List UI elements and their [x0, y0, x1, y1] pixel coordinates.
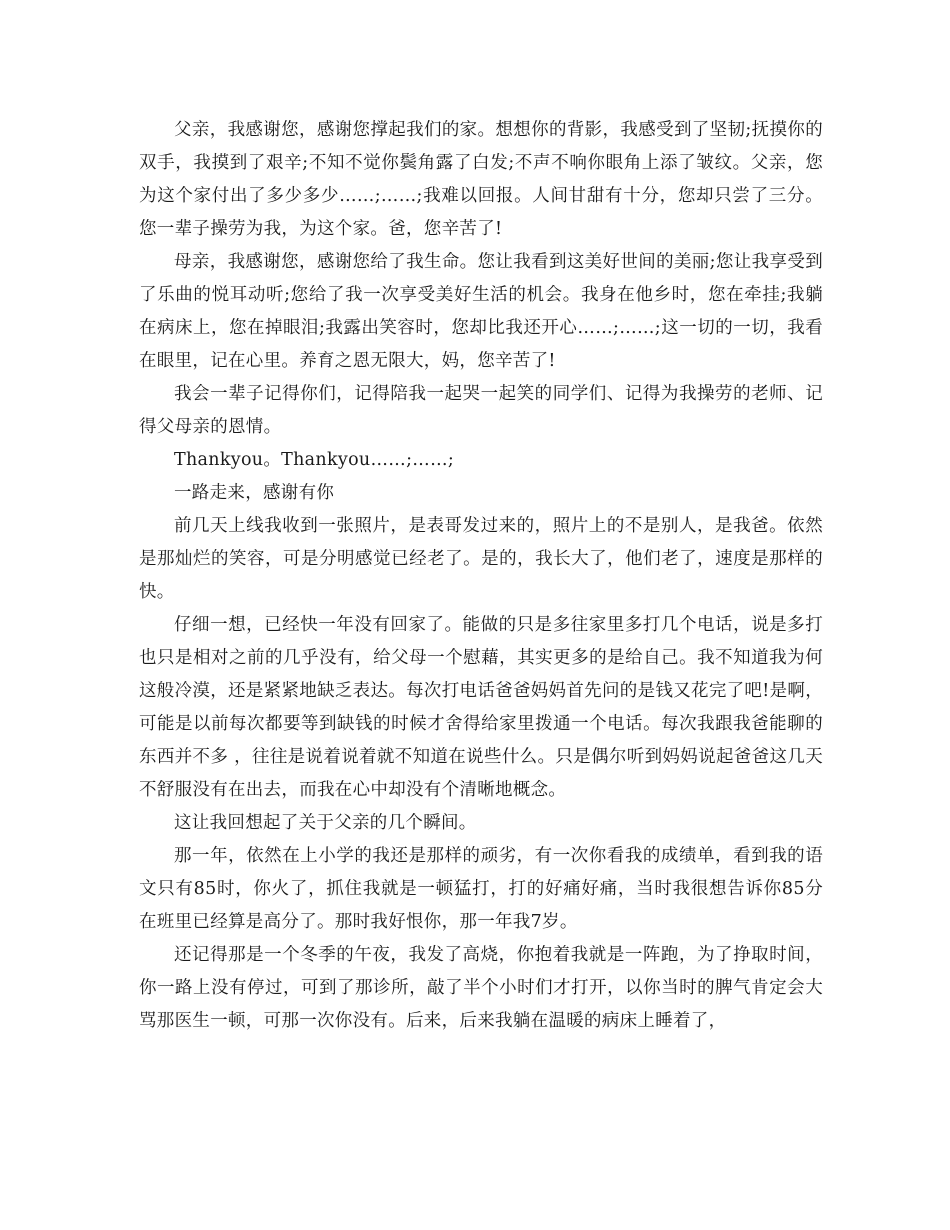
paragraph-photo: 前几天上线我收到一张照片，是表哥发过来的，照片上的不是别人，是我爸。依然是那灿烂的笑容，可是分明感觉已经老了。是的，我长大了，他们老了，速度是那样的快。 [139, 516, 823, 602]
paragraph-winter-night: 还记得那是一个冬季的午夜，我发了高烧，你抱着我就是一阵跑，为了挣取时间，你一路上没有停过，可到了那诊所，敲了半个小时们才打开，以你当时的脾气肯定会大骂那医生一顿，可那一次你没有。后来，后来我躺在温暖的病床上睡着了， [139, 945, 823, 1031]
paragraph-thankyou: Thankyou。Thankyou……;……; [174, 450, 455, 470]
document-body [139, 114, 823, 1038]
paragraph-recall: 这让我回想起了关于父亲的几个瞬间。 [174, 813, 477, 833]
section-title: 一路走来，感谢有你 [174, 483, 335, 503]
paragraph-school-memory: 那一年，依然在上小学的我还是那样的顽劣，有一次你看我的成绩单，看到我的语文只有85时，你火了，抓住我就是一顿猛打，打的好痛好痛，当时我很想告诉你85分在班里已经算是高分了。那时我好恨你，那一年我7岁。 [139, 846, 823, 932]
paragraph-father-thanks: 父亲，我感谢您，感谢您撑起我们的家。想想你的背影，我感受到了坚韧;抚摸你的双手，我摸到了艰辛;不知不觉你鬓角露了白发;不声不响你眼角上添了皱纹。父亲，您为这个家付出了多少多少……;……;我难以回报。人间甘甜有十分，您却只尝了三分。您一辈子操劳为我，为这个家。爸，您辛苦了! [139, 120, 823, 239]
paragraph-remember: 我会一辈子记得你们，记得陪我一起哭一起笑的同学们、记得为我操劳的老师、记得父母亲的恩情。 [139, 384, 823, 437]
paragraph-mother-thanks: 母亲，我感谢您，感谢您给了我生命。您让我看到这美好世间的美丽;您让我享受到了乐曲的悦耳动听;您给了我一次享受美好生活的机会。我身在他乡时，您在牵挂;我躺在病床上，您在掉眼泪;我露出笑容时，您却比我还开心……;……;这一切的一切，我看在眼里，记在心里。养育之恩无限大，妈，您辛苦了! [139, 252, 823, 371]
paragraph-phone-calls: 仔细一想，已经快一年没有回家了。能做的只是多往家里多打几个电话，说是多打也只是相对之前的几乎没有，给父母一个慰藉，其实更多的是给自己。我不知道我为何这般冷漠，还是紧紧地缺乏表达。每次打电话爸爸妈妈首先问的是钱又花完了吧!是啊，可能是以前每次都要等到缺钱的时候才舍得给家里拨通一个电话。每次我跟我爸能聊的东西并不多 ，往往是说着说着就不知道在说些什么。只是偶尔听到妈妈说起爸爸这几天不舒服没有在出去，而我在心中却没有个清晰地概念。 [139, 615, 823, 800]
